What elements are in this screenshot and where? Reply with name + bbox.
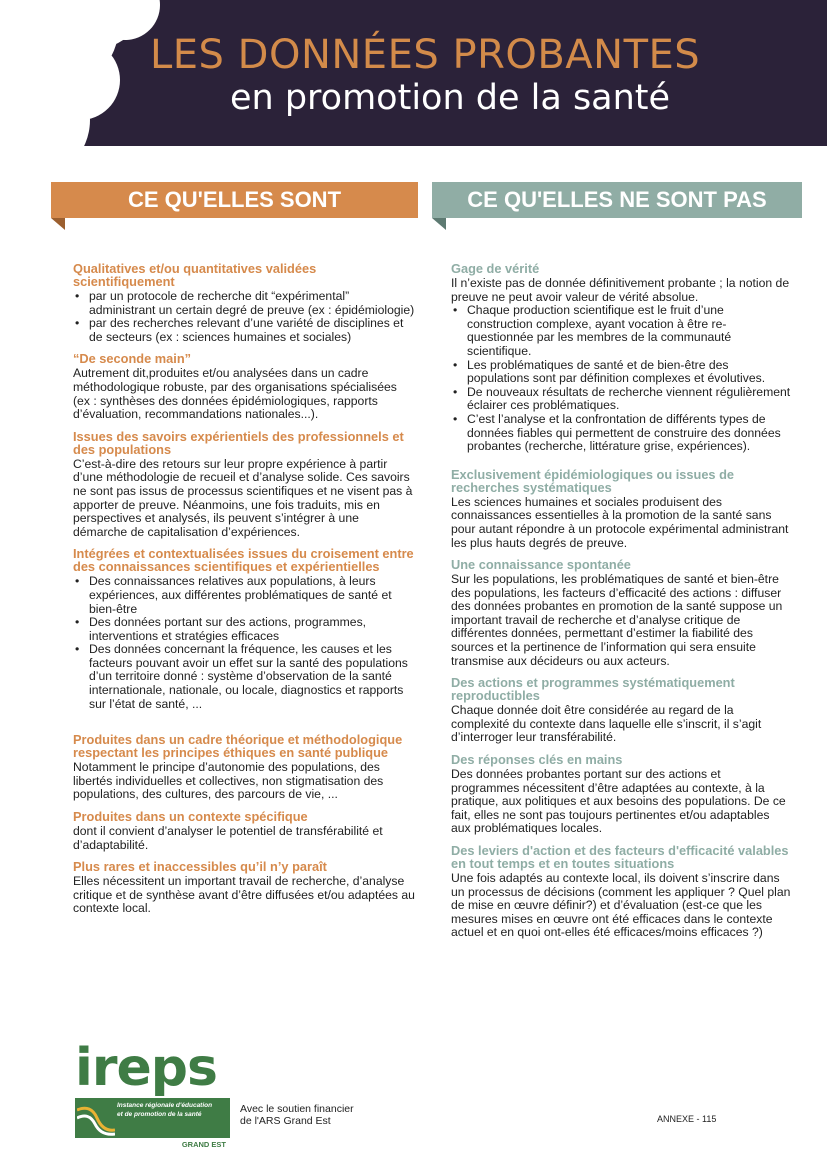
- section: [73, 733, 415, 802]
- page-header: [0, 0, 827, 146]
- banner-what-they-are: CE QU'ELLES SONT: [51, 182, 418, 218]
- right-column: [451, 262, 791, 948]
- logo-tagline: Instance régionale d'éducation: [117, 1102, 213, 1109]
- list-item: • Des données concernant la fréquence, les causes et les facteurs pouvant avoir un effet sur la santé des populations d’un territoire donné : système d’observation de la santé internationale, nationale, ou locale, diagnostics et rapports sur l’état de santé, ...: [73, 643, 415, 711]
- logo-tagline: et de promotion de la santé: [117, 1111, 202, 1118]
- banner-fold: [432, 218, 446, 230]
- section-text: Des données probantes portant sur des actions et programmes nécessitent d’être adaptées au contexte, à la pratique, aux politiques et aux besoins des populations. De ce fait, elles ne sont pas toujours pertinentes et/ou adaptables aux problématiques locales.: [451, 767, 786, 836]
- section-title: Gage de vérité: [451, 261, 540, 276]
- bullet-list: [73, 290, 415, 344]
- section: [451, 753, 791, 836]
- section: [73, 352, 415, 421]
- list-item: • C’est l’analyse et la confrontation de différents types de données fiables qui permettent de construire des données probantes (recherche, littérature grise, expériences).: [451, 413, 791, 454]
- section-title: Issues des savoirs expérientiels des professionnels et des populations: [73, 428, 404, 457]
- funding-note: [240, 1103, 354, 1127]
- section-text: Les sciences humaines et sociales produisent des connaissances essentielles à la promotion de la santé sans pour autant répondre à un protocole expérimental administrant les plus hauts degrés de preuve.: [451, 494, 789, 550]
- section: [451, 468, 791, 550]
- section-text: Elles nécessitent un important travail de recherche, d’analyse critique et de synthèse avant d’être diffusées et/ou adaptées au contexte local.: [73, 874, 415, 916]
- page-number: ANNEXE - 115: [657, 1114, 717, 1124]
- list-item: • Les problématiques de santé et de bien-être des populations sont par définition complexes et évolutives.: [451, 359, 791, 386]
- section: [73, 262, 415, 344]
- logo-region: GRAND EST: [181, 1140, 226, 1149]
- section: [451, 676, 791, 745]
- section: [451, 844, 791, 940]
- section-text: Chaque donnée doit être considérée au regard de la complexité du contexte dans laquelle elle s’inscrit, il s’agit d’interroger leur transférabilité.: [451, 703, 762, 745]
- section: [451, 558, 791, 668]
- list-item: • par un protocole de recherche dit “expérimental” administrant un certain degré de preuve (ex : épidémiologie): [73, 290, 415, 317]
- bullet-list: [451, 304, 791, 454]
- section-title: Produites dans un cadre théorique et méthodologique respectant les principes éthiques en santé publique: [73, 732, 403, 761]
- section: [73, 810, 415, 852]
- page-title: LES DONNÉES PROBANTES: [150, 32, 701, 78]
- wave-icon: [77, 1100, 115, 1136]
- section-title: Produites dans un contexte spécifique: [73, 809, 308, 825]
- banner-fold: [51, 218, 65, 230]
- section-title: Plus rares et inaccessibles qu’il n’y paraît: [73, 859, 327, 875]
- page-subtitle: en promotion de la santé: [230, 78, 671, 118]
- section-text: Une fois adaptés au contexte local, ils doivent s’inscrire dans un processus de décisions (comment les appliquer ? Quel plan de mise en œuvre définir?) et d’évaluation (est-ce que les mesures mises en œuvre ont été efficaces dans le contexte actuel et en quoi ont-elles été efficaces/moins efficaces ?): [451, 871, 791, 940]
- cloud-decoration: [40, 40, 120, 120]
- section: [451, 262, 791, 454]
- list-item: • De nouveaux résultats de recherche viennent régulièrement éclairer ces problématiques.: [451, 386, 791, 413]
- section-text: Il n’existe pas de donnée définitivement probante ; la notion de preuve ne peut avoir valeur de vérité absolue.: [451, 276, 790, 304]
- section: [73, 547, 415, 711]
- list-item: • Chaque production scientifique est le fruit d’une construction complexe, ayant vocation à être re-questionnée par les membres de la communauté scientifique.: [451, 304, 791, 358]
- section-title: Exclusivement épidémiologiques ou issues de recherches systématiques: [451, 466, 735, 495]
- funding-line: Avec le soutien financier: [240, 1103, 354, 1115]
- section: [73, 860, 415, 916]
- section-title: Des leviers d'action et des facteurs d'efficacité valables en tout temps et en toutes situations: [451, 843, 789, 871]
- section-text: Notamment le principe d’autonomie des populations, des libertés individuelles et collectives, non stigmatisation des populations, des cultures, des parcours de vie, ...: [73, 760, 384, 802]
- bullet-list: [73, 575, 415, 711]
- section-title: Intégrées et contextualisées issues du croisement entre des connaissances scientifiques et expérientielles: [73, 546, 414, 575]
- logo-wordmark: ireps: [75, 1038, 217, 1098]
- section-title: “De seconde main”: [73, 351, 192, 367]
- section-title: Des réponses clés en mains: [451, 752, 623, 768]
- list-item: • par des recherches relevant d’une variété de disciplines et de secteurs (ex : sciences humaines et sociales): [73, 317, 415, 344]
- list-item: • Des connaissances relatives aux populations, à leurs expériences, aux différentes problématiques de santé et bien-être: [73, 575, 415, 616]
- section-text: C’est-à-dire des retours sur leur propre expérience à partir d’une méthodologie de recueil et d’analyse solide. Ces savoirs ne sont pas issus de processus scientifiques et ne visent pas à apporter de preuve. Néanmoins, une fois traduits, mis en perspectives et analysés, ils peuvent s’intégrer à une démarche de capitalisation d’expériences.: [73, 456, 413, 539]
- section-title: Des actions et programmes systématiquement reproductibles: [451, 675, 735, 704]
- ireps-logo: [75, 1040, 230, 1152]
- section-text: Autrement dit,produites et/ou analysées dans un cadre méthodologique robuste, par des organisations spécialisées (ex : synthèses des données épidémiologiques, rapports d’évaluation, recommandations nationales...).: [73, 366, 397, 422]
- section-text: dont il convient d’analyser le potentiel de transférabilité et d’adaptabilité.: [73, 824, 383, 852]
- section-text: Sur les populations, les problématiques de santé et bien-être des populations, les facteurs d’efficacité des actions : diffuser des données probantes en promotion de la santé suppose un important travail de recherche et d’analyse critique de différentes données, permettant d’estimer la fiabilité des sources et la pertinence de l’information qui sera ensuite transmise aux décideurs ou aux acteurs.: [451, 572, 783, 668]
- banner-what-they-are-not: CE QU'ELLES NE SONT PAS: [432, 182, 802, 218]
- left-column: [73, 262, 415, 924]
- section-title: Une connaissance spontanée: [451, 557, 631, 573]
- list-item: • Des données portant sur des actions, programmes, interventions et stratégies efficaces: [73, 616, 415, 643]
- section-title: Qualitatives et/ou quantitatives validées scientifiquement: [73, 261, 317, 289]
- funding-line: de l'ARS Grand Est: [240, 1115, 331, 1127]
- section: [73, 430, 415, 540]
